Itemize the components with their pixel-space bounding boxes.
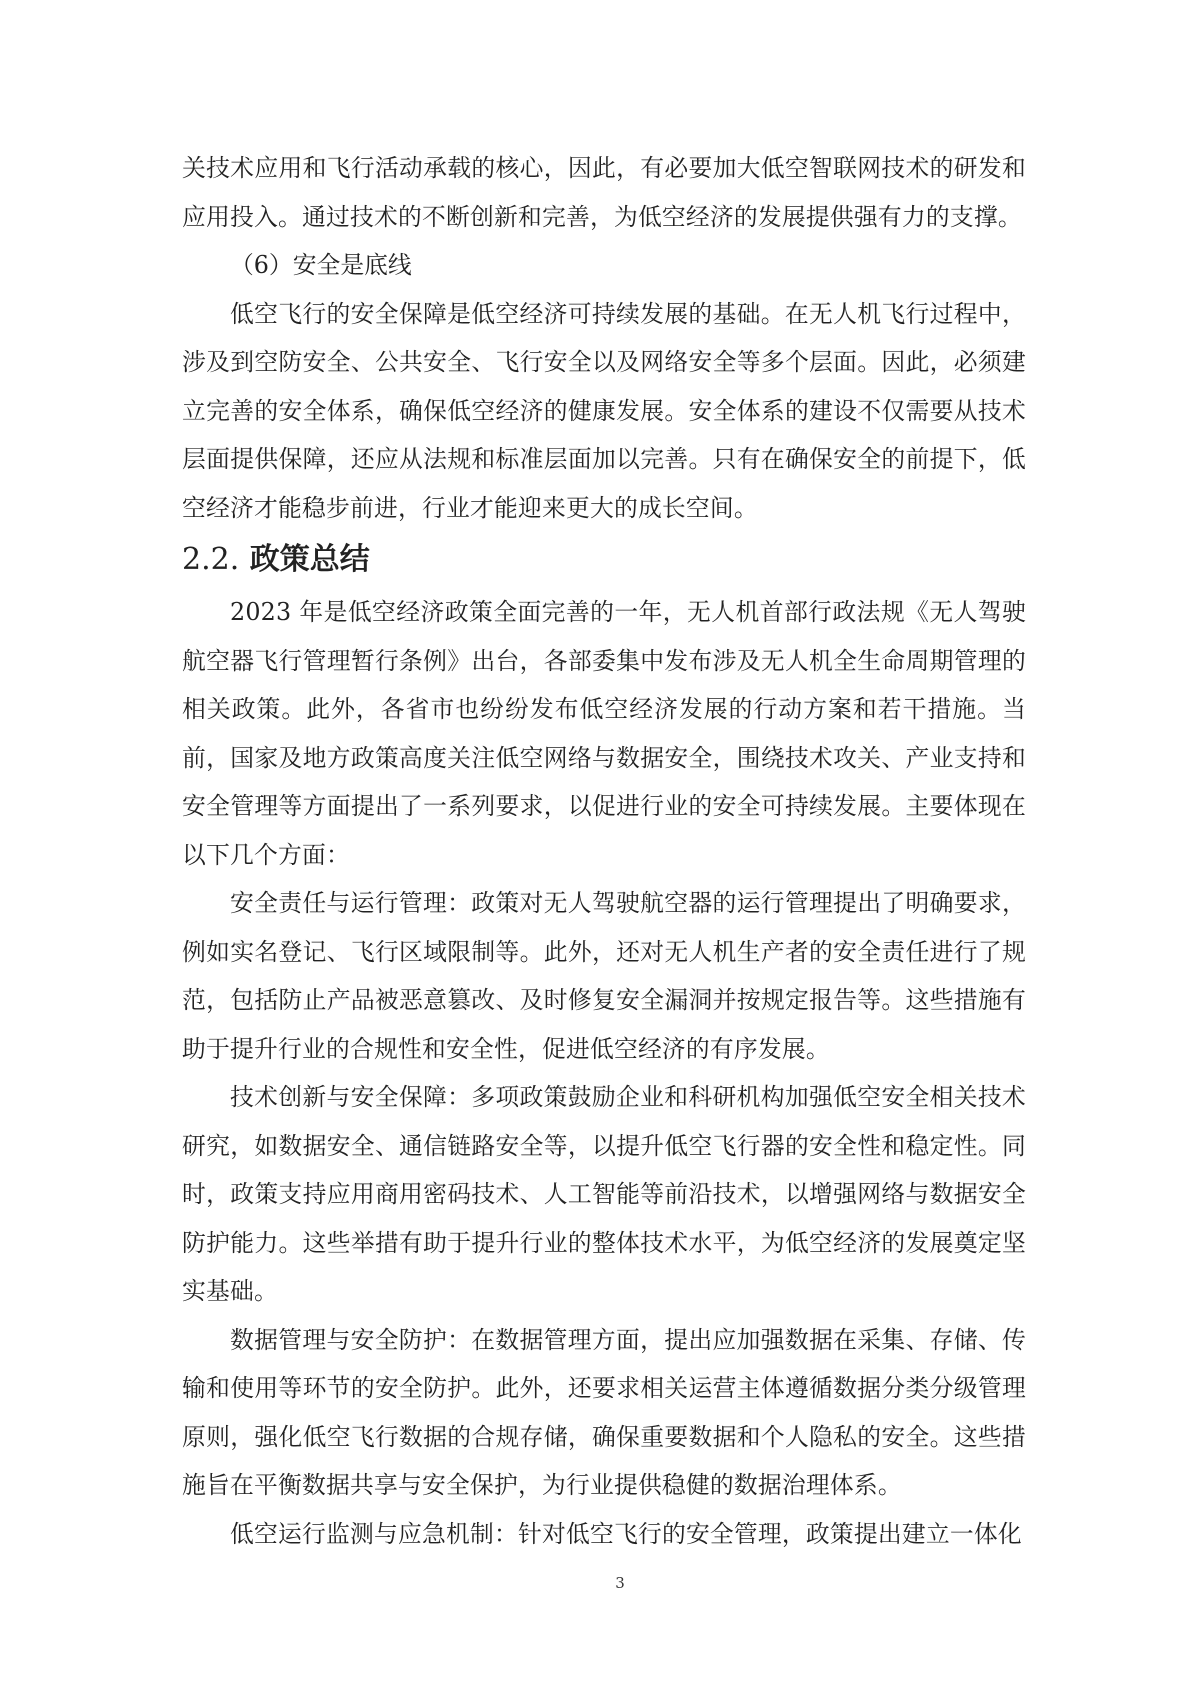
section-number: 2.2. [182,542,240,577]
page-number: 3 [615,1574,625,1592]
section-title: 政策总结 [249,542,370,577]
paragraph-monitoring: 低空运行监测与应急机制：针对低空飞行的安全管理，政策提出建立一体化 [230,1519,1022,1548]
paragraph-data-management: 数据管理与安全防护：在数据管理方面，提出应加强数据在采集、存储、传输和使用等环节的安全防护。此外，还要求相关运营主体遵循数据分类分级管理原则，强化低空飞行数据的合规存储，确保重要数据和个人隐私的安全。这些措施旨在平衡数据共享与安全保护，为行业提供稳健的数据治理体系。 [182,1325,1026,1499]
section-heading [182,532,1026,588]
paragraph-safety-responsibility: 安全责任与运行管理：政策对无人驾驶航空器的运行管理提出了明确要求，例如实名登记、飞行区域限制等。此外，还对无人机生产者的安全责任进行了规范，包括防止产品被恶意篡改、及时修复安全漏洞并按规定报告等。这些措施有助于提升行业的合规性和安全性，促进低空经济的有序发展。 [182,889,1026,1063]
paragraph-tech-innovation: 技术创新与安全保障：多项政策鼓励企业和科研机构加强低空安全相关技术研究，如数据安全、通信链路安全等，以提升低空飞行器的安全性和稳定性。同时，政策支持应用商用密码技术、人工智能等前沿技术，以增强网络与数据安全防护能力。这些举措有助于提升行业的整体技术水平，为低空经济的发展奠定坚实基础。 [182,1083,1026,1305]
page-body [182,144,1026,1558]
paragraph-safety: 低空飞行的安全保障是低空经济可持续发展的基础。在无人机飞行过程中，涉及到空防安全、公共安全、飞行安全以及网络安全等多个层面。因此，必须建立完善的安全体系，确保低空经济的健康发展。安全体系的建设不仅需要从技术层面提供保障，还应从法规和标准层面加以完善。只有在确保安全的前提下，低空经济才能稳步前进，行业才能迎来更大的成长空间。 [182,299,1026,522]
paragraph-continued: 关技术应用和飞行活动承载的核心，因此，有必要加大低空智联网技术的研发和应用投入。通过技术的不断创新和完善，为低空经济的发展提供强有力的支撑。 [182,154,1026,231]
subheading-safety: （6）安全是底线 [230,251,412,279]
paragraph-policy-overview: 2023 年是低空经济政策全面完善的一年，无人机首部行政法规《无人驾驶航空器飞行管理暂行条例》出台，各部委集中发布涉及无人机全生命周期管理的相关政策。此外，各省市也纷纷发布低空经济发展的行动方案和若干措施。当前，国家及地方政策高度关注低空网络与数据安全，围绕技术攻关、产业支持和安全管理等方面提出了一系列要求，以促进行业的安全可持续发展。主要体现在以下几个方面： [182,598,1026,869]
